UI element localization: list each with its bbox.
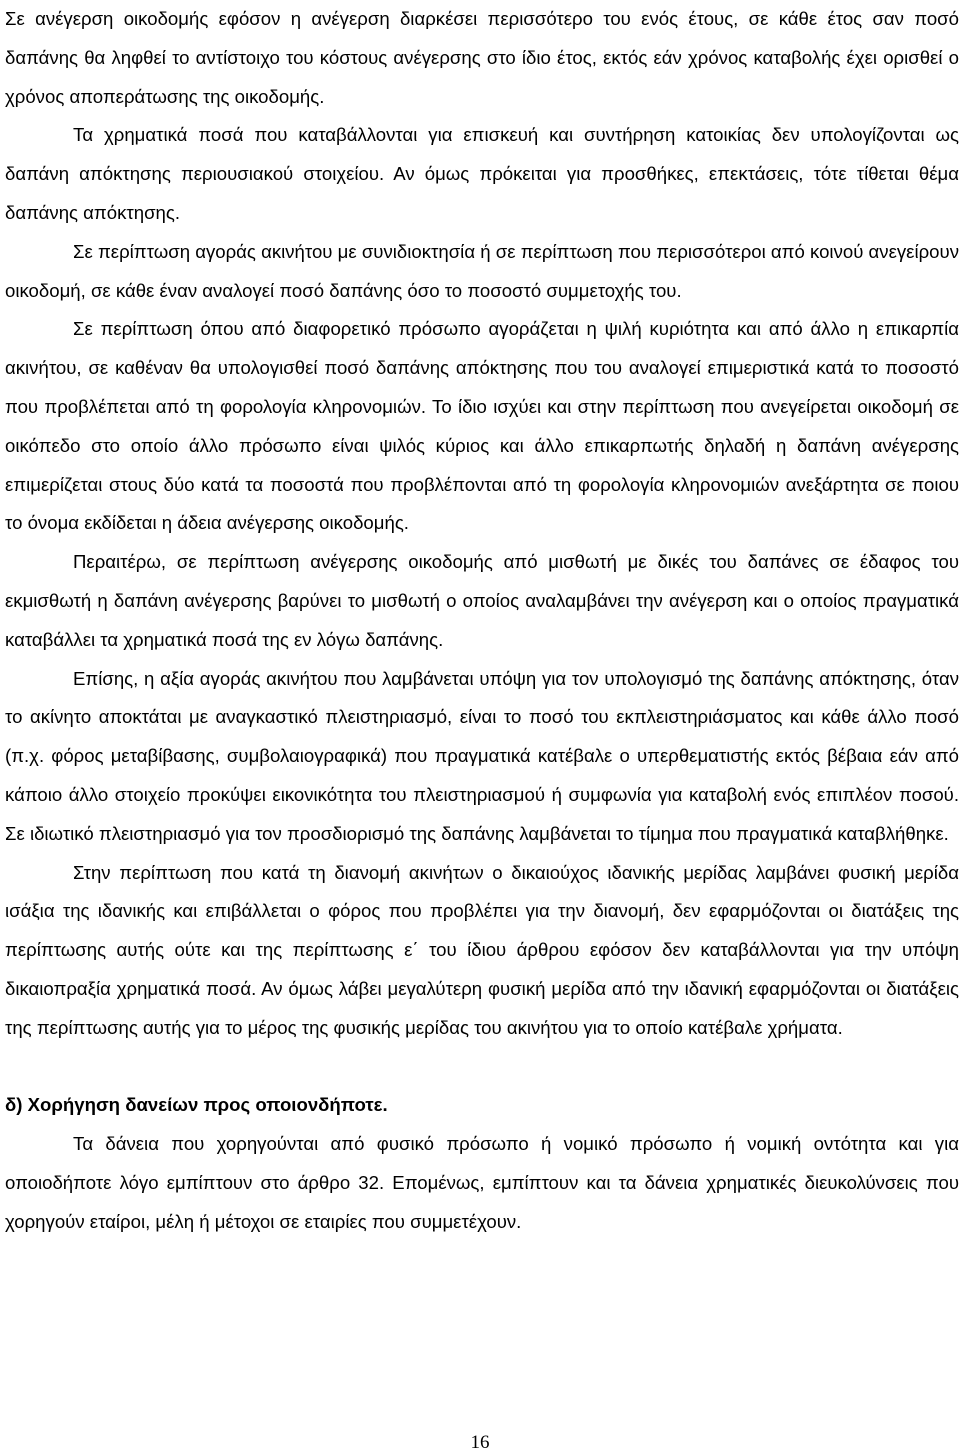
paragraph: Σε περίπτωση αγοράς ακινήτου με συνιδιοκτησία ή σε περίπτωση που περισσότεροι από κοινού ανεγείρουν οικοδομή, σε κάθε έναν αναλογεί ποσό δαπάνης όσο το ποσοστό συμμετοχής του. xyxy=(5,240,959,301)
paragraph: Τα χρηματικά ποσά που καταβάλλονται για επισκευή και συντήρηση κατοικίας δεν υπολογίζονται ως δαπάνη απόκτησης περιουσιακού στοιχείου. Αν όμως πρόκειται για προσθήκες, επεκτάσεις, τότε τίθεται θέμα δαπάνης απόκτησης. xyxy=(5,124,959,223)
paragraph: Σε περίπτωση όπου από διαφορετικό πρόσωπο αγοράζεται η ψιλή κυριότητα και από άλλο η επικαρπία ακινήτου, σε καθέναν θα υπολογισθεί ποσό δαπάνης απόκτησης που του αναλογεί επιμεριστικά κατά το ποσοστό που προβλέπεται από τη φορολογία κληρονομιών. Το ίδιο ισχύει και στην περίπτωση που ανεγείρεται οικοδομή σε οικόπεδο στο οποίο άλλο πρόσωπο είναι ψιλός κύριος και άλλο επικαρπωτής δηλαδή η δαπάνη ανέγερσης επιμερίζεται στους δύο κατά τα ποσοστά που προβλέπονται από τη φορολογία κληρονομιών ανεξάρτητα σε ποιου το όνομα εκδίδεται η άδεια ανέγερσης οικοδομής. xyxy=(5,318,959,534)
paragraph: Σε ανέγερση οικοδομής εφόσον η ανέγερση διαρκέσει περισσότερο του ενός έτους, σε κάθε έτος σαν ποσό δαπάνης θα ληφθεί το αντίστοιχο του κόστους ανέγερσης στο ίδιο έτος, εκτός εάν χρόνος καταβολής έχει ορισθεί ο χρόνος αποπεράτωσης της οικοδομής. xyxy=(5,8,959,107)
page-number: 16 xyxy=(470,1432,490,1453)
paragraph: Τα δάνεια που χορηγούνται από φυσικό πρόσωπο ή νομικό πρόσωπο ή νομική οντότητα και για οποιοδήποτε λόγο εμπίπτουν στο άρθρο 32. Επομένως, εμπίπτουν και τα δάνεια χρηματικές διευκολύνσεις που χορηγούν εταίροι, μέλη ή μέτοχοι σε εταιρίες που συμμετέχουν. xyxy=(5,1133,959,1232)
document-page xyxy=(5,0,959,1242)
section-heading: δ) Χορήγηση δανείων προς οποιονδήποτε. xyxy=(5,1094,388,1116)
paragraph: Στην περίπτωση που κατά τη διανομή ακινήτων ο δικαιούχος ιδανικής μερίδας λαμβάνει φυσική μερίδα ισάξια της ιδανικής και επιβάλλεται ο φόρος που προβλέπει για την διανομή, δεν εφαρμόζονται οι διατάξεις της περίπτωσης αυτής ούτε και της περίπτωσης ε΄ του ίδιου άρθρου εφόσον δεν καταβάλλονται για την υπόψη δικαιοπραξία χρηματικά ποσά. Αν όμως λάβει μεγαλύτερη φυσική μερίδα από την ιδανική εφαρμόζονται οι διατάξεις της περίπτωσης αυτής για το μέρος της φυσικής μερίδας του ακινήτου για το οποίο κατέβαλε χρήματα. xyxy=(5,861,959,1038)
paragraph: Περαιτέρω, σε περίπτωση ανέγερσης οικοδομής από μισθωτή με δικές του δαπάνες σε έδαφος του εκμισθωτή η δαπάνη ανέγερσης βαρύνει το μισθωτή ο οποίος αναλαμβάνει την ανέγερση και ο οποίος πραγματικά καταβάλλει τα χρηματικά ποσά της εν λόγω δαπάνης. xyxy=(5,551,959,650)
paragraph: Επίσης, η αξία αγοράς ακινήτου που λαμβάνεται υπόψη για τον υπολογισμό της δαπάνης απόκτησης, όταν το ακίνητο αποκτάται με αναγκαστικό πλειστηριασμό, είναι το ποσό του εκπλειστηριάσματος και κάθε άλλο ποσό (π.χ. φόρος μεταβίβασης, συμβολαιογραφικά) που πραγματικά κατέβαλε ο υπερθεματιστής εκτός βέβαια εάν από κάποιο άλλο στοιχείο προκύψει εικονικότητα του πλειστηριασμού ή συμφωνία για καταβολή ενός επιπλέον ποσού. Σε ιδιωτικό πλειστηριασμό για τον προσδιορισμό της δαπάνης λαμβάνεται το τίμημα που πραγματικά καταβλήθηκε. xyxy=(5,667,959,844)
